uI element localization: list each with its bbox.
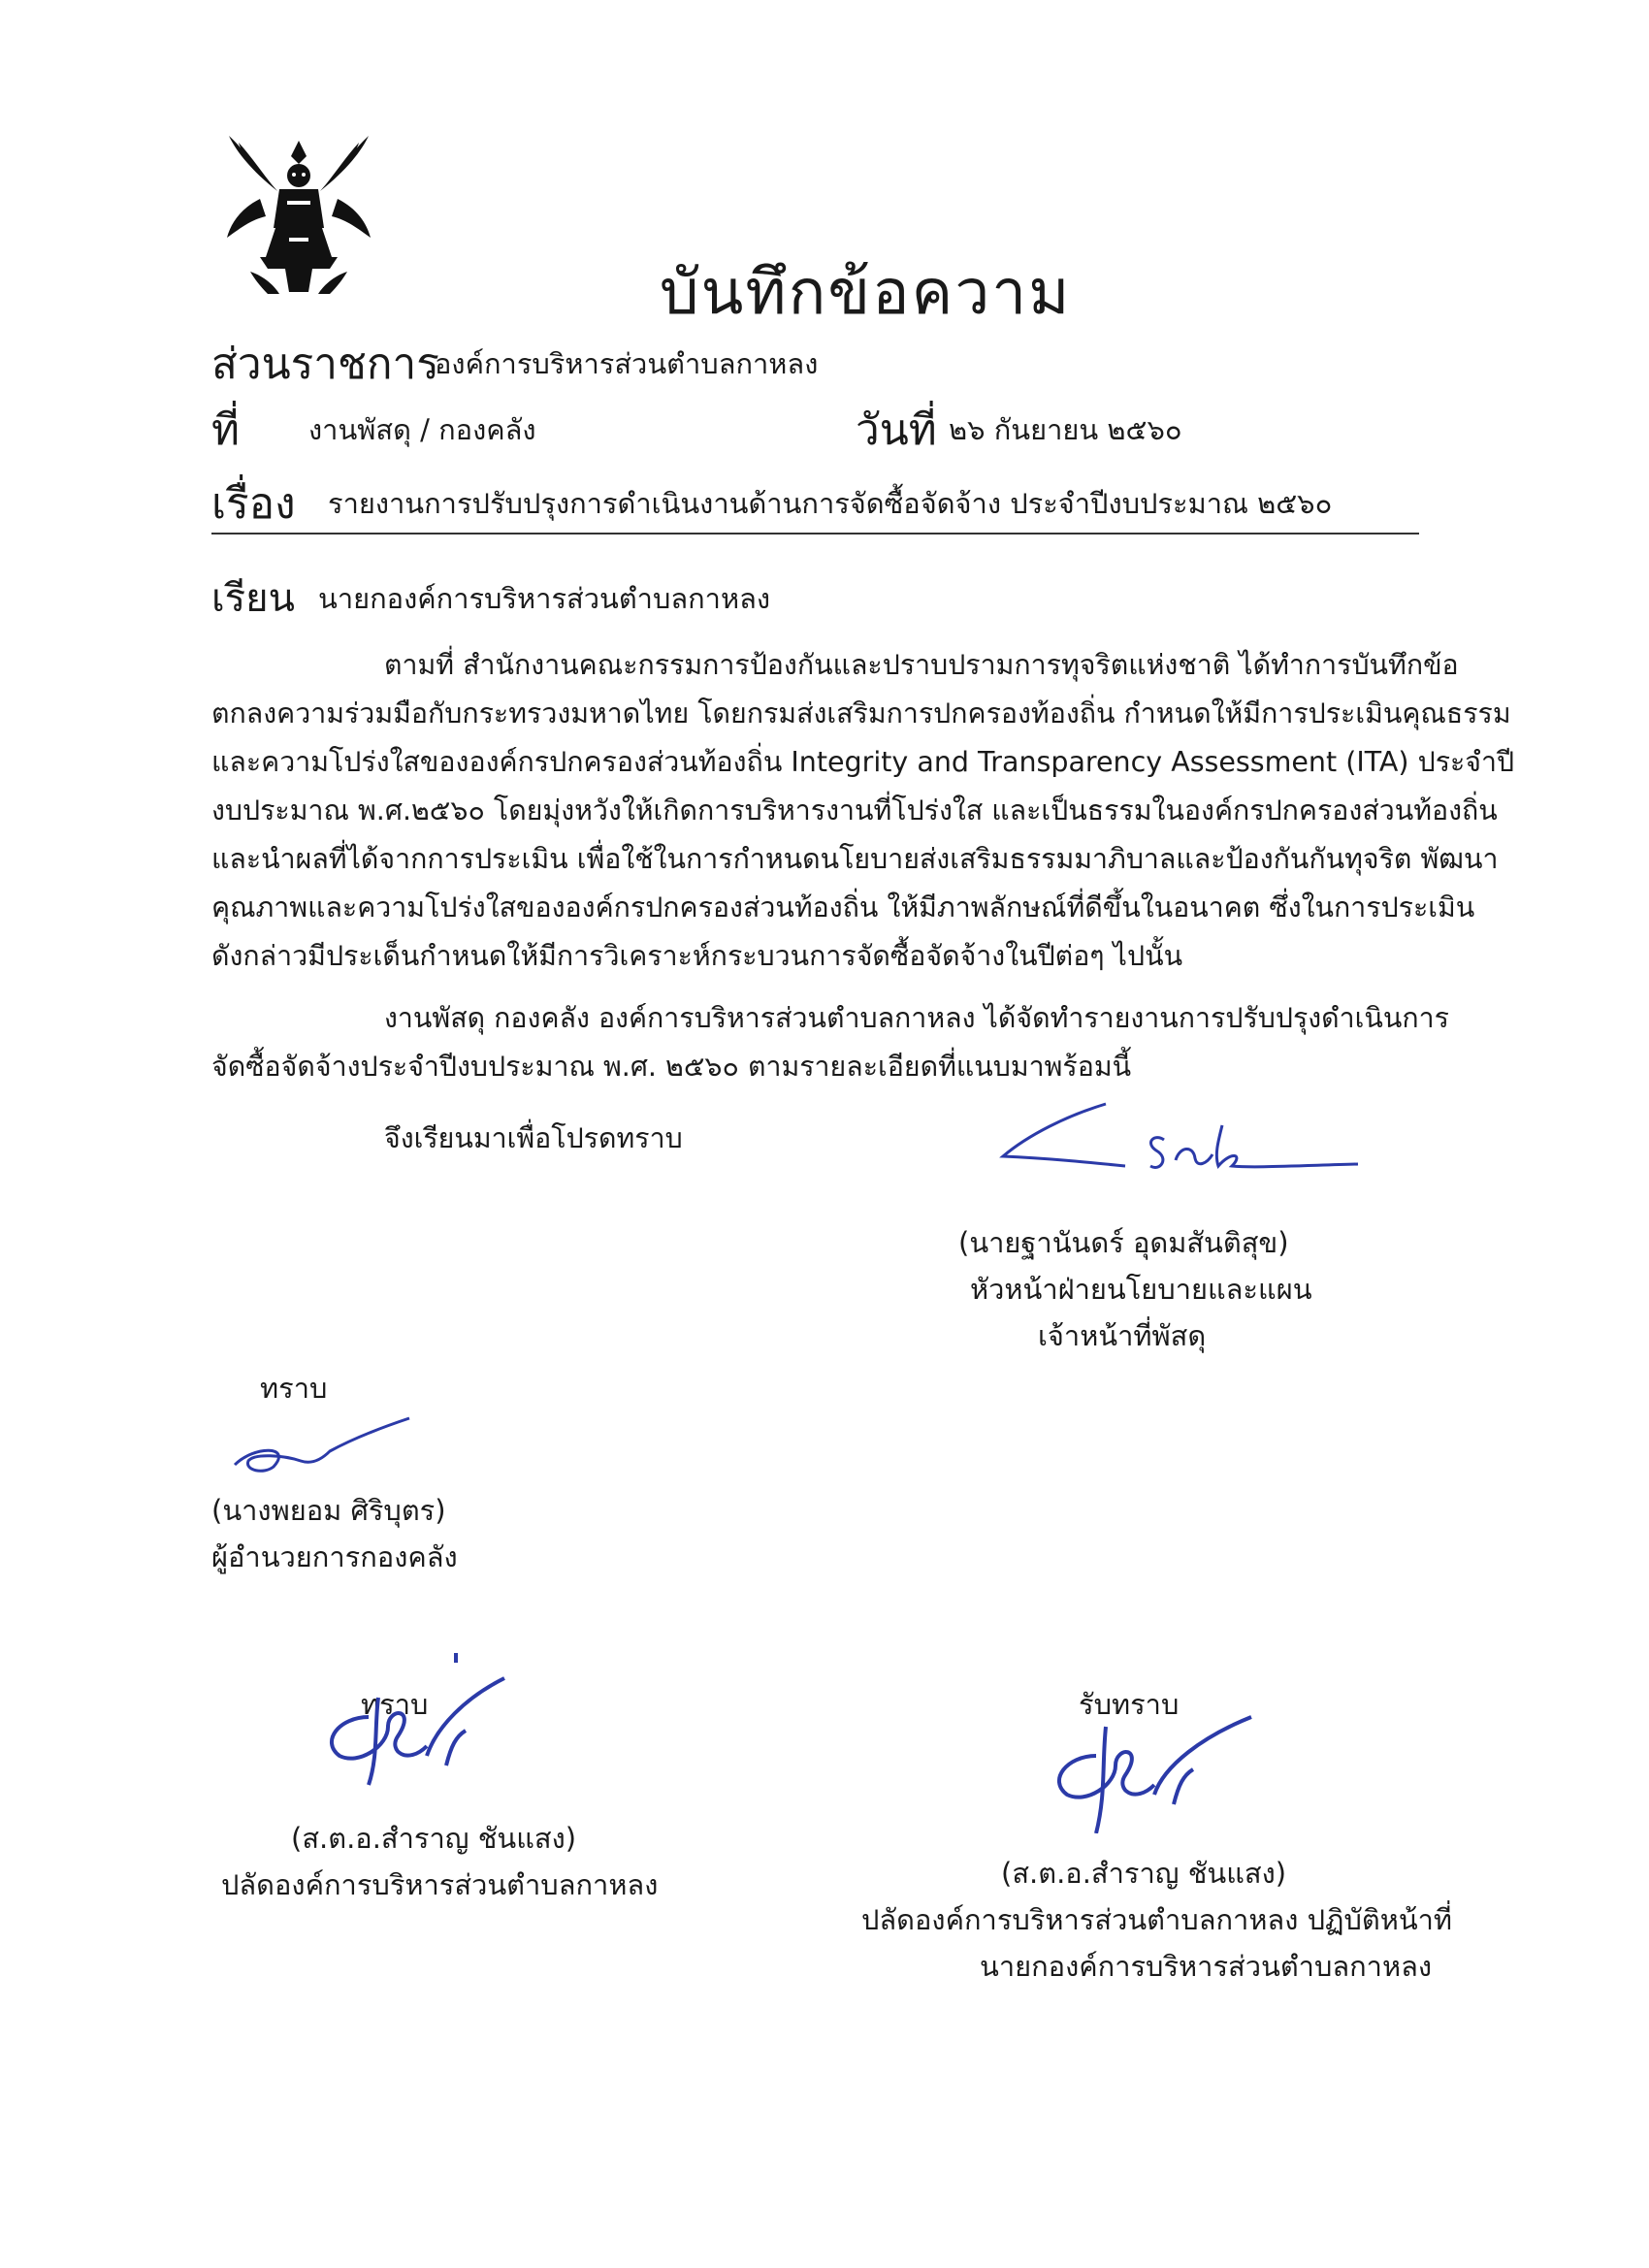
department-label: ส่วนราชการ	[211, 340, 439, 389]
date-value: ๒๖ กันยายน ๒๕๖๐	[949, 413, 1182, 446]
para1-line: ดังกล่าวมีประเด็นกำหนดให้มีการวิเคราะห์กระบวนการจัดซื้อจัดจ้างในปีต่อๆ ไปนั้น	[211, 940, 1183, 972]
ack2-position: ปลัดองค์การบริหารส่วนตำบลกาหลง	[221, 1868, 659, 1901]
garuda-emblem	[221, 131, 376, 296]
header-divider	[211, 533, 1419, 535]
para1-line: งบประมาณ พ.ศ.๒๕๖๐ โดยมุ่งหวังให้เกิดการบริหารงานที่โปร่งใส และเป็นธรรมในองค์กรปกครองส่วนท้องถิ่น	[211, 794, 1498, 826]
ack3-position: นายกองค์การบริหารส่วนตำบลกาหลง	[980, 1950, 1433, 1983]
para1-line: และความโปร่งใสขององค์กรปกครองส่วนท้องถิ่น Integrity and Transparency Assessment (ITA) ประจำปี	[211, 746, 1515, 778]
ack2-label: ทราบ	[361, 1688, 429, 1721]
signature-image	[989, 1086, 1397, 1193]
ack1-name: (นางพยอม ศิริบุตร)	[211, 1494, 446, 1527]
para2-line: งานพัสดุ กองคลัง องค์การบริหารส่วนตำบลกาหลง ได้จัดทำรายงานการปรับปรุงดำเนินการ	[384, 1002, 1449, 1034]
subject-label: เรื่อง	[211, 479, 296, 529]
ack2-name: (ส.ต.อ.สำราญ ชันแสง)	[291, 1822, 577, 1855]
department-value: องค์การบริหารส่วนตำบลกาหลง	[435, 347, 819, 380]
signer1-position: หัวหน้าฝ่ายนโยบายและแผน	[970, 1273, 1312, 1306]
signature-image	[310, 1649, 524, 1795]
subject-value: รายงานการปรับปรุงการดำเนินงานด้านการจัดซื้อจัดจ้าง ประจำปีงบประมาณ ๒๕๖๐	[328, 487, 1333, 520]
signature-image	[215, 1416, 419, 1484]
page-title: บันทึกข้อความ	[660, 257, 1072, 329]
signer1-position: เจ้าหน้าที่พัสดุ	[1038, 1319, 1207, 1352]
signature-image	[1028, 1688, 1261, 1833]
closing-line: จึงเรียนมาเพื่อโปรดทราบ	[384, 1122, 683, 1154]
ref-label: ที่	[211, 405, 241, 455]
signer1-name: (นายฐานันดร์ อุดมสันติสุข)	[958, 1226, 1289, 1259]
ack1-label: ทราบ	[260, 1372, 328, 1405]
to-label: เรียน	[211, 576, 295, 621]
ack3-label: รับทราบ	[1079, 1688, 1180, 1721]
para1-line: คุณภาพและความโปร่งใสขององค์กรปกครองส่วนท้องถิ่น ให้มีภาพลักษณ์ที่ดีขึ้นในอนาคต ซึ่งในการประเมิน	[211, 891, 1475, 923]
ref-value: งานพัสดุ / กองคลัง	[308, 413, 536, 446]
to-value: นายกองค์การบริหารส่วนตำบลกาหลง	[318, 582, 771, 615]
para1-line: ตกลงความร่วมมือกับกระทรวงมหาดไทย โดยกรมส่งเสริมการปกครองท้องถิ่น กำหนดให้มีการประเมินคุณธรรม	[211, 697, 1511, 729]
para2-line: จัดซื้อจัดจ้างประจำปีงบประมาณ พ.ศ. ๒๕๖๐ ตามรายละเอียดที่แนบมาพร้อมนี้	[211, 1051, 1132, 1083]
ack3-position: ปลัดองค์การบริหารส่วนตำบลกาหลง ปฏิบัติหน้าที่	[861, 1903, 1453, 1936]
ack3-name: (ส.ต.อ.สำราญ ชันแสง)	[1001, 1857, 1287, 1890]
para1-line: ตามที่ สำนักงานคณะกรรมการป้องกันและปราบปรามการทุจริตแห่งชาติ ได้ทำการบันทึกข้อ	[384, 649, 1459, 681]
para1-line: และนำผลที่ได้จากการประเมิน เพื่อใช้ในการกำหนดนโยบายส่งเสริมธรรมมาภิบาลและป้องกันกันทุจริต พัฒนา	[211, 843, 1499, 875]
ack1-position: ผู้อำนวยการกองคลัง	[211, 1540, 458, 1573]
date-label: วันที่	[856, 405, 937, 455]
